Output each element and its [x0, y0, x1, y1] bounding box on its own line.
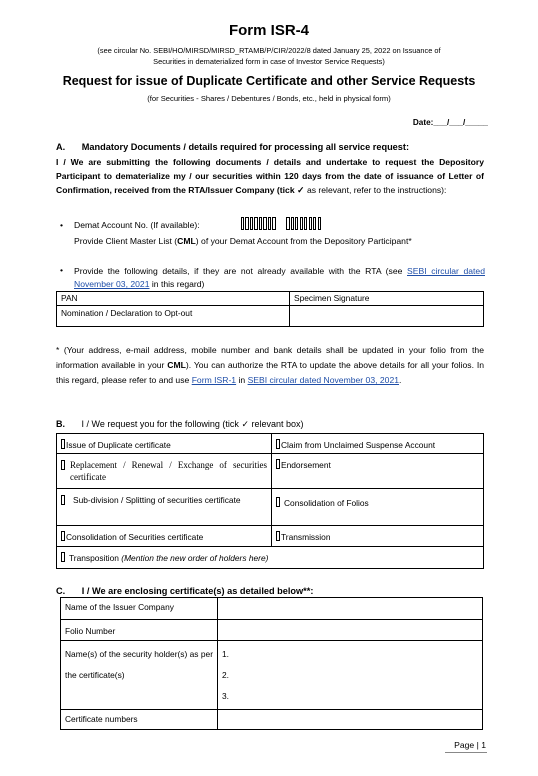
option-endorsement[interactable]: [272, 454, 484, 489]
checkbox[interactable]: [61, 460, 65, 470]
option-transmission[interactable]: [272, 526, 484, 547]
circular-note-line2: Securities in dematerialized form in case of Investor Service Requests): [153, 57, 385, 66]
option-label: Claim from Unclaimed Suspense Account: [281, 440, 436, 450]
update-note: [56, 343, 484, 388]
option-replacement-content: [61, 459, 267, 483]
date-field[interactable]: Date:___/___/_____: [412, 118, 488, 127]
option-consolidation-securities[interactable]: [57, 526, 272, 547]
note-cml: CML: [167, 360, 186, 370]
table-row: [61, 598, 483, 620]
bullet-icon: •: [60, 220, 64, 230]
note-in: in: [238, 375, 246, 385]
details-text: Provide the following details, if they are not already available with the RTA (see: [74, 266, 403, 276]
demat-boxes-group-1[interactable]: [241, 217, 277, 235]
note-end: .: [399, 375, 402, 385]
option-label: Issue of Duplicate certificate: [66, 440, 171, 450]
section-a-heading: [56, 142, 409, 152]
option-consolidation-folios[interactable]: [272, 489, 484, 526]
demat-label: Demat Account No. (If available):: [74, 220, 200, 230]
cert-numbers-value[interactable]: [218, 710, 483, 730]
section-c-title: I / We are enclosing certificate(s) as detailed below**:: [81, 586, 314, 596]
option-replacement[interactable]: [57, 454, 272, 489]
note-text-2: ). You can authorize the RTA to update the above details for all your folios. In this regard, please refer to and use: [56, 360, 484, 385]
section-b-heading: [56, 419, 304, 430]
checkbox[interactable]: [61, 531, 65, 541]
sebi-circular-link[interactable]: SEBI circular dated November 03, 2021: [74, 266, 485, 289]
checkbox[interactable]: [276, 497, 280, 507]
digit-box[interactable]: [291, 217, 294, 230]
tick-mark-icon: ✓: [297, 185, 305, 195]
table-row: [57, 306, 484, 327]
sebi-circular-link-2[interactable]: SEBI circular dated November 03, 2021: [247, 375, 400, 385]
holder-1: 1.: [222, 649, 229, 659]
folio-label: Folio Number: [61, 620, 218, 641]
digit-box[interactable]: [295, 217, 298, 230]
tick-mark-icon: ✓: [241, 419, 249, 429]
checkbox[interactable]: [61, 495, 65, 505]
section-c-heading: [56, 586, 313, 596]
table-row: [57, 547, 484, 569]
section-b-end: relevant box): [251, 419, 304, 429]
option-label: Consolidation of Folios: [284, 498, 369, 508]
holders-label: Name(s) of the security holder(s) as per the certificate(s): [61, 641, 218, 710]
service-request-table: [56, 433, 484, 569]
option-duplicate[interactable]: [57, 434, 272, 454]
option-label: Replacement / Renewal / Exchange of securities certificate: [70, 460, 267, 482]
table-row: [61, 620, 483, 641]
option-transposition[interactable]: [57, 547, 484, 569]
circular-note-line1: (see circular No. SEBI/HO/MIRSD/MIRSD_RTAMB/P/CIR/2022/8 dated January 25, 2022 on Issuance of: [97, 46, 441, 55]
section-a-letter: A.: [56, 142, 66, 152]
table-row: [61, 641, 483, 710]
pan-cell[interactable]: PAN: [57, 292, 290, 306]
digit-box[interactable]: [241, 217, 244, 230]
form-subnote: (for Securities - Shares / Debentures / Bonds, etc., held in physical form): [147, 94, 391, 103]
section-b-title: I / We request you for the following (tick: [81, 419, 239, 429]
digit-box[interactable]: [272, 217, 275, 230]
holders-value[interactable]: [218, 641, 483, 710]
digit-box[interactable]: [254, 217, 257, 230]
digit-box[interactable]: [318, 217, 321, 230]
holder-3: 3.: [222, 691, 229, 701]
issuer-label: Name of the Issuer Company: [61, 598, 218, 620]
specimen-signature-cell[interactable]: Specimen Signature: [290, 292, 484, 306]
folio-value[interactable]: [218, 620, 483, 641]
cert-numbers-label: Certificate numbers: [61, 710, 218, 730]
circular-note: [0, 45, 538, 67]
option-subdivision-content: [61, 494, 267, 507]
digit-box[interactable]: [304, 217, 307, 230]
digit-box[interactable]: [309, 217, 312, 230]
digit-box[interactable]: [259, 217, 262, 230]
details-table: [56, 291, 484, 327]
holder-2: 2.: [222, 670, 229, 680]
cml-text-2: ) of your Demat Account from the Depository Participant*: [195, 236, 412, 246]
form-subtitle: Request for issue of Duplicate Certificate and other Service Requests: [62, 74, 476, 88]
digit-box[interactable]: [286, 217, 289, 230]
option-label: Consolidation of Securities certificate: [66, 532, 204, 542]
section-a-title: Mandatory Documents / details required for processing all service request:: [81, 142, 410, 152]
table-row: [57, 434, 484, 454]
digit-box[interactable]: [245, 217, 248, 230]
section-a-intro: [56, 155, 484, 197]
table-row: [61, 710, 483, 730]
digit-box[interactable]: [268, 217, 271, 230]
section-b-letter: B.: [56, 419, 65, 429]
nomination-cell[interactable]: Nomination / Declaration to Opt-out: [57, 306, 290, 327]
digit-box[interactable]: [300, 217, 303, 230]
transposition-note: (Mention the new order of holders here): [121, 553, 269, 563]
checkbox[interactable]: [61, 439, 65, 449]
demat-boxes-group-2[interactable]: [286, 217, 322, 235]
option-unclaimed[interactable]: [272, 434, 484, 454]
issuer-value[interactable]: [218, 598, 483, 620]
table-row: [57, 292, 484, 306]
nomination-value-cell[interactable]: [290, 306, 484, 327]
option-label: Transposition: [69, 553, 119, 563]
digit-box[interactable]: [313, 217, 316, 230]
form-title: Form ISR-4: [228, 22, 309, 39]
table-row: [57, 454, 484, 489]
checkbox[interactable]: [276, 459, 280, 469]
cml-bold: CML: [177, 236, 196, 246]
table-row: [57, 526, 484, 547]
option-subdivision[interactable]: [57, 489, 272, 526]
form-isr1-link[interactable]: Form ISR-1: [191, 375, 237, 385]
certificate-table: [60, 597, 483, 730]
cml-instruction: [74, 236, 412, 246]
table-row: [57, 489, 484, 526]
cml-text-1: Provide Client Master List (: [74, 236, 178, 246]
footer-divider: [445, 752, 487, 753]
demat-account-input[interactable]: [241, 217, 322, 235]
option-label: Sub-division / Splitting of securities certificate: [73, 495, 241, 505]
option-label: Endorsement: [281, 460, 331, 470]
digit-box[interactable]: [263, 217, 266, 230]
option-label: Transmission: [281, 532, 331, 542]
bullet-icon: •: [60, 265, 64, 275]
section-c-letter: C.: [56, 586, 66, 596]
checkbox[interactable]: [61, 552, 65, 562]
checkbox[interactable]: [276, 531, 280, 541]
note-text-1: * (Your address, e-mail address, mobile number and bank details shall be updated in your folio from the information available in your: [56, 345, 484, 370]
page-number: Page | 1: [454, 740, 486, 750]
details-end: in this regard): [151, 279, 205, 289]
intro-text: I / We are submitting the following documents / details and undertake to request the Depository Participant to dematerialize my / our securities within 120 days from the date of issuance of Letter of Confirmation, received from the RTA/Issuer Company (tick: [56, 157, 484, 195]
details-instruction: [74, 265, 485, 291]
intro-end-text: as relevant, refer to the instructions):: [306, 185, 447, 195]
checkbox[interactable]: [276, 439, 280, 449]
digit-box[interactable]: [250, 217, 253, 230]
